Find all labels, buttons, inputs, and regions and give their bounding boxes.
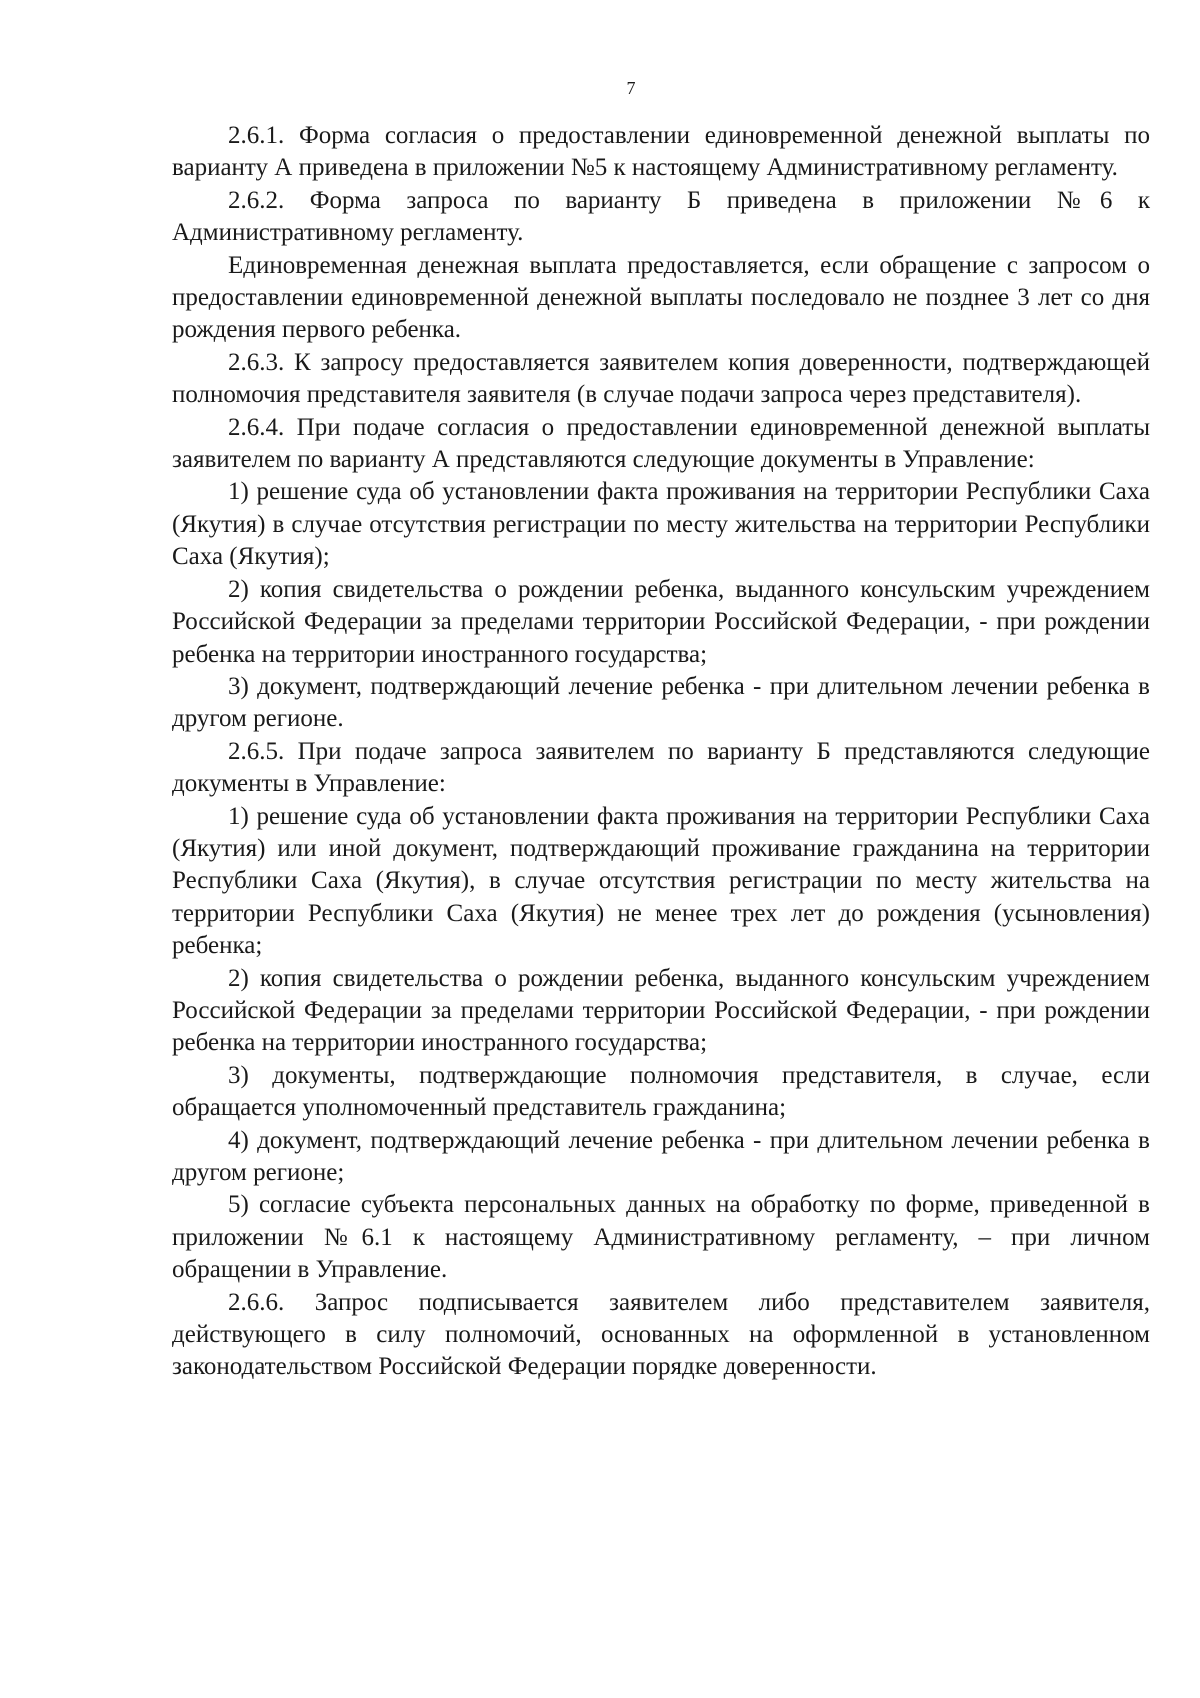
- list-item-b-5: 5) согласие субъекта персональных данных на обработку по форме, приведенной в приложении №6.1 к настоящему Административному регламенту, – при личном обращении в Управление.: [172, 1191, 1150, 1284]
- paragraph-2-6-1: 2.6.1. Форма согласия о предоставлении единовременной денежной выплаты по варианту А приведена в приложении №5 к настоящему Административному регламенту.: [172, 122, 1150, 182]
- paragraph-2-6-6: 2.6.6. Запрос подписывается заявителем либо представителем заявителя, действующего в силу полномочий, основанных на оформленной в установленном законодательством Российской Федерации порядке доверенности.: [172, 1288, 1150, 1381]
- list-item-a-2: 2) копия свидетельства о рождении ребенка, выданного консульским учреждением Российской Федерации за пределами территории Российской Федерации, - при рождении ребенка на территории иностранного государства;: [172, 575, 1150, 668]
- list-item-b-1: 1) решение суда об установлении факта проживания на территории Республики Саха (Якутия) или иной документ, подтверждающий проживание гражданина на территории Республики Саха (Якутия), в случае отсутствия регистрации по месту жительства на территории Республики Саха (Якутия) не менее трех лет до рождения (усыновления) ребенка;: [172, 802, 1150, 960]
- paragraph-2-6-4: 2.6.4. При подаче согласия о предоставлении единовременной денежной выплаты заявителем по варианту А представляются следующие документы в Управление:: [172, 413, 1150, 474]
- paragraph-2-6-5: 2.6.5. При подаче запроса заявителем по варианту Б представляются следующие документы в Управление:: [172, 737, 1150, 798]
- list-item-a-3: 3) документ, подтверждающий лечение ребенка - при длительном лечении ребенка в другом регионе.: [172, 672, 1150, 733]
- document-body: [172, 120, 1150, 1384]
- paragraph-payment-condition: Единовременная денежная выплата предоставляется, если обращение с запросом о предоставлении единовременной денежной выплаты последовало не позднее 3 лет со дня рождения первого ребенка.: [172, 251, 1150, 344]
- list-item-a-1: 1) решение суда об установлении факта проживания на территории Республики Саха (Якутия) в случае отсутствия регистрации по месту жительства на территории Республики Саха (Якутия);: [172, 478, 1150, 571]
- paragraph-2-6-3: 2.6.3. К запросу предоставляется заявителем копия доверенности, подтверждающей полномочия представителя заявителя (в случае подачи запроса через представителя).: [172, 348, 1150, 409]
- list-item-b-4: 4) документ, подтверждающий лечение ребенка - при длительном лечении ребенка в другом регионе;: [172, 1126, 1150, 1186]
- page-number: 7: [626, 78, 636, 98]
- list-item-b-3: 3) документы, подтверждающие полномочия представителя, в случае, если обращается уполномоченный представитель гражданина;: [172, 1061, 1150, 1122]
- list-item-b-2: 2) копия свидетельства о рождении ребенка, выданного консульским учреждением Российской Федерации за пределами территории Российской Федерации, - при рождении ребенка на территории иностранного государства;: [172, 964, 1150, 1057]
- paragraph-2-6-2: 2.6.2. Форма запроса по варианту Б приведена в приложении №6 к Административному регламенту.: [172, 186, 1150, 247]
